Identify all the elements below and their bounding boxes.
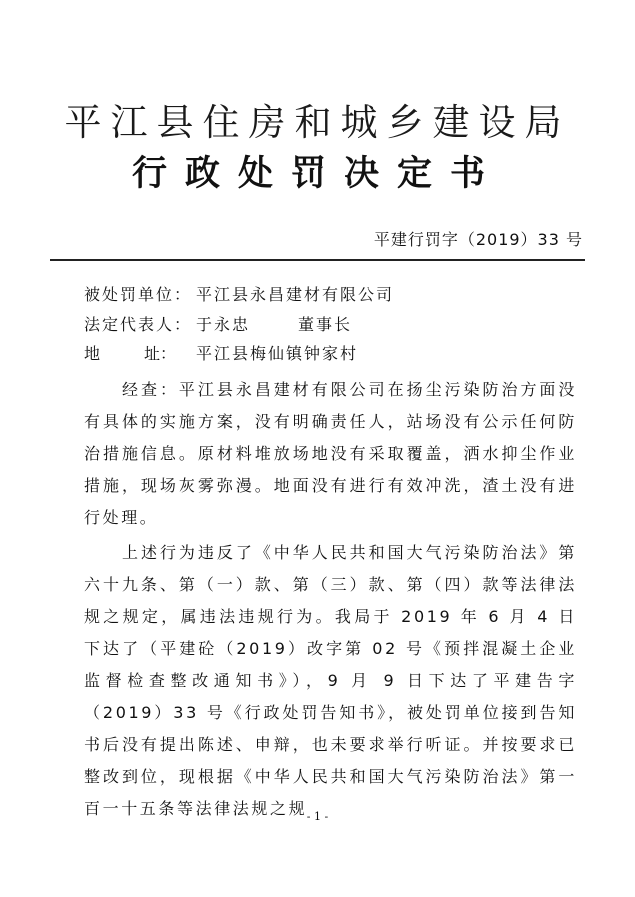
address-label: 地 址： xyxy=(84,344,177,363)
document-number: 平建行罚字（2019）33 号 xyxy=(373,230,583,249)
findings-paragraph: 经查：平江县永昌建材有限公司在扬尘污染防治方面没有具体的实施方案，没有明确责任人，站场没有公示任何防治措施信息。原材料堆放场地没有采取覆盖，洒水抑尘作业措施，现场灰雾弥漫。地面没有进行有效冲洗，渣土没有进行处理。 xyxy=(84,380,577,527)
document-title: 行政处罚决定书 xyxy=(131,154,503,194)
penalized-unit-row xyxy=(84,281,394,309)
header-rule xyxy=(50,259,585,261)
penalized-unit-label: 被处罚单位： xyxy=(84,285,193,304)
legal-representative-row xyxy=(84,311,352,339)
address-value: 平江县梅仙镇钟家村 xyxy=(196,344,359,363)
legal-representative-title: 董事长 xyxy=(298,315,353,334)
issuing-agency: 平江县住房和城乡建设局 xyxy=(64,101,571,144)
legal-representative-label: 法定代表人： xyxy=(84,315,193,334)
legal-representative-name: 于永忠 xyxy=(196,315,251,334)
address-row xyxy=(84,340,358,368)
page-number: - 1 - xyxy=(306,810,329,823)
penalized-unit-value: 平江县永昌建材有限公司 xyxy=(196,285,395,304)
violation-paragraph: 上述行为违反了《中华人民共和国大气污染防治法》第六十九条、第（一）款、第（三）款、第（四）款等法律法规之规定，属违法违规行为。我局于 2019 年 6 月 4 日下达了（平建砼（2019）改字第 02 号《预拌混凝土企业监督检查整改通知书》），9 月 9 日下达了平建告字（2019）33 号《行政处罚告知书》，被处罚单位接到告知书后没有提出陈述、申辩，也未要求举行听证。并按要求已整改到位，现根据《中华人民共和国大气污染防治法》第一百一十五条等法律法规之规 xyxy=(84,543,577,818)
